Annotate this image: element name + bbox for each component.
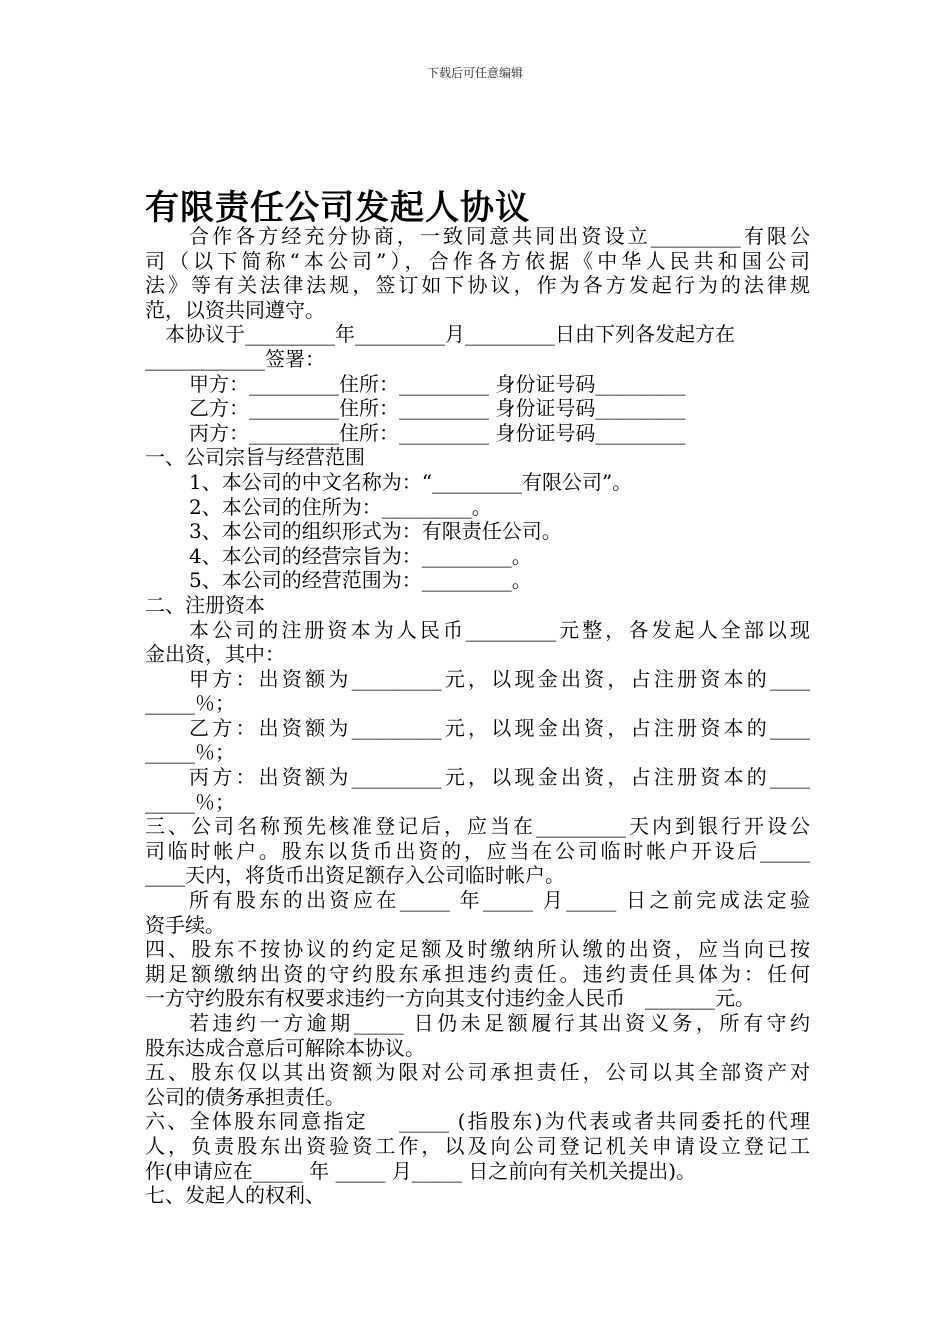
body-line: 合作各方经充分协商，一致同意共同出资设立_________有限公 (189, 224, 810, 248)
body-line: ____天内，将货币出资足额存入公司临时帐户。 (145, 863, 565, 888)
body-line: 丙方：_________住所：_________ 身份证号码_________ (189, 420, 686, 445)
body-line: 范，以资共同遵守。 (145, 297, 325, 322)
body-line: 所有股东的出资应在_____ 年_____ 月_____ 日之前完成法定验 (189, 888, 810, 913)
body-line: 本协议于_________年_________月_________日由下列各发起方在 (165, 322, 735, 347)
page-header: 下载后可任意编辑 (426, 66, 523, 80)
body-line: 乙方：_________住所：_________ 身份证号码_________ (189, 396, 686, 421)
body-line: 公司的债务承担责任。 (145, 1084, 345, 1109)
body-line: 4、本公司的经营宗旨为：_________。 (189, 543, 532, 568)
body-line: 一方守约股东有权要求违约一方向其支付违约金人民币 _______元。 (145, 986, 755, 1011)
body-line: 若违约一方逾期_____ 日仍未足额履行其出资义务，所有守约 (189, 1011, 810, 1035)
body-line: _____％； (145, 691, 235, 716)
body-line: 金出资，其中： (145, 642, 285, 667)
body-line: 人，负责股东出资验资工作，以及向公司登记机关申请设立登记工 (145, 1133, 810, 1158)
body-line: 作(申请应在_____ 年 _____ 月_____ 日之前向有关机关提出)。 (145, 1158, 697, 1183)
body-line: 3、本公司的组织形式为：有限责任公司。 (189, 519, 562, 544)
body-line: 四、股东不按协议的约定足额及时缴纳所认缴的出资，应当向已按 (145, 937, 810, 962)
body-line: 甲方：出资额为_________元，以现金出资，占注册资本的____ (189, 666, 810, 691)
body-line: _____％； (145, 789, 235, 814)
body-line: 股东达成合意后可解除本协议。 (145, 1035, 425, 1060)
body-line: _____％； (145, 740, 235, 765)
body-line: 1、本公司的中文名称为：“_________有限公司”。 (189, 469, 633, 494)
body-line: 2、本公司的住所为：_________。 (189, 494, 492, 519)
body-line: 六、全体股东同意指定 _____ (指股东)为代表或者共同委托的代理 (145, 1109, 810, 1134)
body-line: 5、本公司的经营范围为：_________。 (189, 568, 532, 593)
body-line: 一、公司宗旨与经营范围 (145, 445, 365, 470)
body-line: 丙方：出资额为_________元，以现金出资，占注册资本的____ (189, 765, 810, 790)
body-line: 五、股东仅以其出资额为限对公司承担责任，公司以其全部资产对 (145, 1060, 810, 1085)
body-line: 七、发起人的权利、 (145, 1183, 325, 1208)
body-line: 司（以下简称“本公司”），合作各方依据《中华人民共和国公司 (145, 248, 810, 273)
body-line: 司临时帐户。股东以货币出资的，应当在公司临时帐户开设后_____ (145, 838, 810, 863)
body-line: 本公司的注册资本为人民币_________元整，各发起人全部以现 (189, 617, 810, 642)
body-line: ____________签署： (145, 346, 325, 371)
body-line: 二、注册资本 (145, 592, 265, 617)
document-body (145, 224, 810, 1208)
body-line: 甲方：_________住所：_________ 身份证号码_________ (189, 371, 686, 396)
body-line: 三、公司名称预先核准登记后，应当在_________天内到银行开设公 (145, 814, 810, 839)
document-title: 有限责任公司发起人协议 (145, 188, 530, 228)
body-line: 期足额缴纳出资的守约股东承担违约责任。违约责任具体为：任何 (145, 961, 810, 986)
body-line: 资手续。 (145, 912, 225, 937)
body-line: 乙方：出资额为_________元，以现金出资，占注册资本的____ (189, 715, 810, 740)
body-line: 法》等有关法律法规，签订如下协议，作为各方发起行为的法律规 (145, 273, 810, 298)
